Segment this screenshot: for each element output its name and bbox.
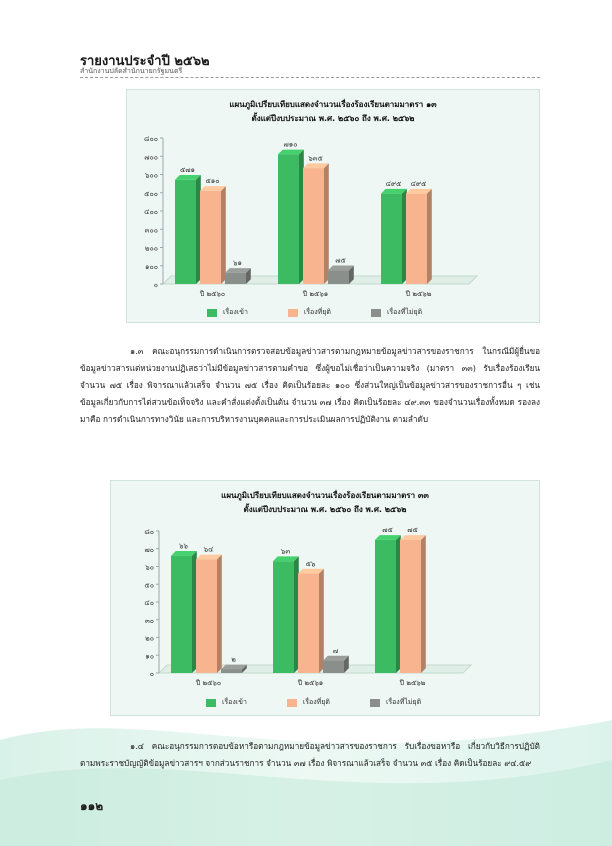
y-tick-label: ๐ bbox=[153, 281, 158, 289]
data-label: ๖๔ bbox=[203, 545, 214, 554]
bar bbox=[196, 559, 217, 673]
y-tick-label: ๑๐ bbox=[145, 652, 154, 661]
chart-title-line1: แผนภูมิเปรียบเทียบแสดงจำนวนเรื่องร้องเรียนตามมาตรา ๓๓ bbox=[221, 491, 429, 500]
bar bbox=[406, 194, 427, 284]
paragraph-rest: เกี่ยวกับวิธีการปฏิบัติตามพระราชบัญญัติข้อมูลข่าวสารฯ จากส่วนราชการ จำนวน ๓๗ เรื่อง พิจารณาแล้วเสร็จ จำนวน ๓๕ เรื่อง คิดเป็นร้อยละ ๙๔.๕๙ bbox=[80, 741, 540, 768]
data-label: ๕๖ bbox=[305, 559, 316, 568]
data-label: ๔๙๕ bbox=[385, 179, 402, 188]
x-tick-label: ปี ๒๕๖๑ bbox=[297, 679, 324, 687]
paragraph-1-3 bbox=[80, 343, 540, 428]
paragraph-rest: ในกรณีมีผู้ยื่นขอข้อมูลข่าวสารแต่หน่วยงานปฏิเสธว่าไม่มีข้อมูลข่าวสารตามคำขอ ซึ่งผู้ขอไม่เชื่อว่าเป็นความจริง (มาตรา ๓๓) รับเรื่องร้องเรียน จำนวน ๗๕ เรื่อง พิจารณาแล้วเสร็จ จำนวน ๗๕ เรื่อง คิดเป็นร้อยละ ๑๐๐ ซึ่งส่วนใหญ่เป็นข้อมูลข่าวสารของราชการอื่น ๆ เช่น ข้อมูลเกี่ยวกับการไต่สวนข้อเท็จจริง และคำสั่งแต่งตั้งเป็นต้น จำนวน ๓๗ เรื่อง คิดเป็นร้อยละ ๔๙.๓๓ ของจำนวนเรื่องทั้งหมด รองลงมาคือ การดำเนินการทางวินัย และการบริหารงานบุคคลและการประเมินผลการปฏิบัติงาน ตามลำดับ bbox=[80, 346, 541, 424]
chart-title-line2: ตั้งแต่ปีงบประมาณ พ.ศ. ๒๕๖๐ ถึง พ.ศ. ๒๕๖๒ bbox=[243, 505, 407, 514]
x-tick-label: ปี ๒๕๖๐ bbox=[199, 290, 226, 298]
bar-side bbox=[319, 569, 324, 673]
legend-label: เรื่องที่ยุติ bbox=[303, 308, 331, 316]
data-label: ๒ bbox=[231, 655, 236, 664]
bar-side bbox=[427, 189, 432, 284]
chart-title-line2: ตั้งแต่ปีงบประมาณ พ.ศ. ๒๕๖๐ ถึง พ.ศ. ๒๕๖๒ bbox=[251, 114, 415, 123]
data-label: ๗ bbox=[332, 646, 339, 655]
bar bbox=[221, 669, 242, 673]
legend-swatch bbox=[288, 309, 298, 317]
y-tick-label: ๒๐๐ bbox=[144, 244, 158, 253]
bar bbox=[225, 273, 246, 284]
bar bbox=[400, 540, 421, 673]
paragraph-first-line: ๑.๔ คณะอนุกรรมการตอบข้อหารือตามกฎหมายข้อมูลข่าวสารของราชการ รับเรื่องขอหารือ bbox=[130, 741, 461, 751]
report-subtitle: สำนักงานปลัดสำนักนายกรัฐมนตรี bbox=[80, 67, 183, 75]
x-tick-label: ปี ๒๕๖๐ bbox=[195, 679, 222, 687]
data-label: ๗๕ bbox=[335, 256, 346, 265]
data-label: ๖๓ bbox=[280, 547, 291, 556]
x-tick-label: ปี ๒๕๖๑ bbox=[302, 290, 329, 298]
bar-chart-13 bbox=[127, 90, 541, 324]
legend-item-closed bbox=[287, 697, 330, 708]
bar bbox=[303, 168, 324, 284]
chart-legend bbox=[206, 697, 421, 708]
bar-side bbox=[221, 186, 226, 284]
y-tick-label: ๗๐ bbox=[144, 545, 154, 554]
bar bbox=[375, 540, 396, 673]
bar bbox=[278, 154, 299, 284]
legend-item-open bbox=[371, 307, 422, 318]
bar bbox=[273, 561, 294, 673]
page-number: ๑๑๒ bbox=[80, 799, 104, 813]
x-tick-label: ปี ๒๕๖๒ bbox=[399, 679, 426, 687]
chart-title-line1: แผนภูมิเปรียบเทียบแสดงจำนวนเรื่องร้องเรียนตามมาตรา ๑๓ bbox=[229, 100, 437, 109]
legend-item-incoming bbox=[207, 307, 248, 318]
header-divider bbox=[80, 77, 540, 78]
legend-item-closed bbox=[288, 307, 331, 318]
y-tick-label: ๐ bbox=[149, 670, 154, 678]
paragraph-1-4 bbox=[80, 738, 540, 772]
bar-chart-33 bbox=[111, 481, 541, 717]
bar-side bbox=[217, 555, 222, 673]
y-tick-label: ๑๐๐ bbox=[145, 262, 158, 271]
y-tick-label: ๒๐ bbox=[145, 634, 154, 643]
bar-side bbox=[421, 535, 426, 673]
legend-item-incoming bbox=[206, 697, 247, 708]
y-tick-label: ๘๐ bbox=[144, 528, 154, 536]
bar bbox=[171, 556, 192, 673]
y-tick-label: ๘๐๐ bbox=[144, 135, 158, 143]
bar-side bbox=[324, 163, 329, 284]
y-tick-label: ๖๐ bbox=[145, 563, 154, 572]
y-tick-label: ๔๐ bbox=[144, 599, 154, 607]
data-label: ๗๕ bbox=[382, 526, 393, 535]
bar bbox=[323, 661, 344, 673]
data-label: ๕๗๑ bbox=[179, 165, 196, 174]
paragraph-first-line: ๑.๓ คณะอนุกรรมการดำเนินการตรวจสอบข้อมูลข่าวสารตามกฎหมายข้อมูลข่าวสารของราชการ bbox=[130, 346, 474, 356]
y-tick-label: ๔๐๐ bbox=[144, 208, 158, 216]
decorative-wave-background bbox=[0, 700, 612, 846]
y-tick-label: ๓๐๐ bbox=[144, 226, 158, 235]
legend-label: เรื่องเข้า bbox=[222, 698, 247, 706]
report-title: รายงานประจำปี ๒๕๖๒ bbox=[80, 54, 210, 69]
data-label: ๖๖ bbox=[179, 542, 188, 551]
y-tick-label: ๕๐ bbox=[144, 581, 154, 590]
legend-swatch bbox=[371, 309, 381, 317]
legend-swatch bbox=[207, 309, 217, 317]
legend-label: เรื่องที่ไม่ยุติ bbox=[386, 308, 423, 316]
legend-swatch bbox=[206, 699, 216, 707]
bar bbox=[200, 191, 221, 284]
legend-label: เรื่องเข้า bbox=[223, 308, 248, 316]
data-label: ๕๑๐ bbox=[205, 177, 220, 186]
data-label: ๖๓๕ bbox=[308, 154, 323, 163]
paragraph-text bbox=[80, 343, 540, 428]
bar bbox=[175, 180, 196, 284]
chart-legend bbox=[207, 307, 422, 318]
data-label: ๖๑ bbox=[233, 259, 242, 268]
legend-swatch bbox=[370, 699, 380, 707]
data-label: ๗๕ bbox=[407, 526, 418, 535]
data-label: ๗๑๐ bbox=[283, 140, 298, 149]
paragraph-text bbox=[80, 738, 540, 772]
chart-section-33 bbox=[110, 480, 540, 716]
bar bbox=[381, 194, 402, 284]
bar bbox=[298, 574, 319, 673]
legend-label: เรื่องที่ยุติ bbox=[302, 698, 330, 706]
chart-section-13 bbox=[126, 89, 540, 323]
x-tick-label: ปี ๒๕๖๒ bbox=[405, 290, 432, 298]
y-tick-label: ๗๐๐ bbox=[144, 153, 158, 162]
legend-swatch bbox=[287, 699, 297, 707]
data-label: ๔๙๕ bbox=[410, 179, 427, 188]
legend-label: เรื่องที่ไม่ยุติ bbox=[385, 698, 422, 706]
legend-item-open bbox=[370, 697, 421, 708]
y-tick-label: ๕๐๐ bbox=[144, 189, 158, 198]
bar bbox=[328, 270, 349, 284]
y-tick-label: ๓๐ bbox=[144, 616, 154, 625]
y-tick-label: ๖๐๐ bbox=[145, 171, 158, 180]
